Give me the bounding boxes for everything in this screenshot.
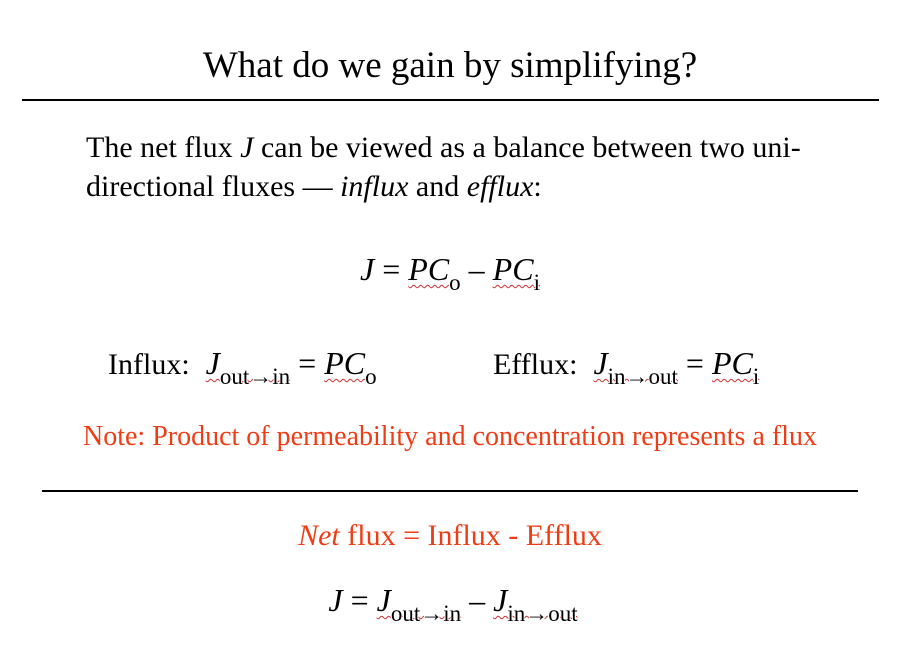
- net-eq-term-2-sub: in→out: [507, 601, 578, 626]
- eq-lhs: J: [360, 251, 375, 287]
- net-word: Net: [298, 519, 340, 552]
- efflux-rhs-base: PC: [711, 345, 753, 381]
- efflux-lhs: [593, 345, 678, 389]
- net-eq-lhs: J: [328, 582, 343, 618]
- efflux-label: Efflux:: [493, 348, 578, 381]
- eq-term-1-sub: o: [449, 270, 461, 295]
- influx-label: Influx:: [108, 348, 190, 381]
- eq-term-1-base: PC: [408, 251, 450, 287]
- eq-term-1: [408, 251, 461, 295]
- efflux-lhs-base: J: [593, 345, 608, 381]
- net-eq-minus: –: [461, 582, 494, 618]
- influx-lhs-base: J: [205, 345, 220, 381]
- eq-term-2-base: PC: [492, 251, 534, 287]
- influx-rhs-sub: o: [365, 364, 377, 389]
- efflux-equals: =: [677, 345, 712, 381]
- title-divider: [22, 99, 879, 101]
- net-eq-term-2: [493, 582, 578, 626]
- eq-term-2-sub: i: [533, 270, 540, 295]
- efflux-lhs-sub: in→out: [607, 364, 678, 389]
- intro-text-1: The net flux: [86, 131, 241, 164]
- main-equation: [0, 249, 900, 293]
- flux-note: Note: Product of permeability and concentration represents a flux: [83, 421, 817, 452]
- influx-equals: =: [290, 345, 325, 381]
- slide-title: What do we gain by simplifying?: [202, 45, 698, 86]
- influx-rhs: [324, 345, 377, 389]
- net-eq-term-1-base: J: [376, 582, 391, 618]
- net-flux-line: [0, 517, 900, 555]
- eq-term-2: [492, 251, 540, 295]
- intro-colon: :: [533, 170, 542, 203]
- influx-rhs-base: PC: [324, 345, 366, 381]
- intro-text-2: can be viewed as a balance between two uni-directional fluxes —: [86, 131, 801, 203]
- intro-paragraph: [86, 128, 866, 206]
- efflux-rhs-sub: i: [752, 364, 760, 389]
- intro-influx: influx: [340, 170, 409, 203]
- net-eq-term-2-base: J: [493, 582, 508, 618]
- section-divider: [42, 490, 858, 492]
- influx-lhs-sub: out→in: [219, 364, 291, 389]
- efflux-rhs: [711, 345, 760, 389]
- eq-equals: =: [374, 251, 409, 287]
- net-eq-term-1: [376, 582, 462, 626]
- eq-minus: –: [460, 251, 493, 287]
- net-eq-term-1-sub: out→in: [390, 601, 462, 626]
- intro-efflux: efflux: [466, 170, 534, 203]
- influx-lhs: [205, 345, 291, 389]
- net-rest: flux = Influx - Efflux: [339, 519, 602, 552]
- net-equation: [0, 580, 906, 624]
- intro-and: and: [408, 170, 467, 203]
- intro-J: J: [240, 131, 254, 164]
- net-eq-equals: =: [342, 582, 377, 618]
- efflux-equation: [493, 343, 759, 387]
- influx-equation: [108, 343, 377, 387]
